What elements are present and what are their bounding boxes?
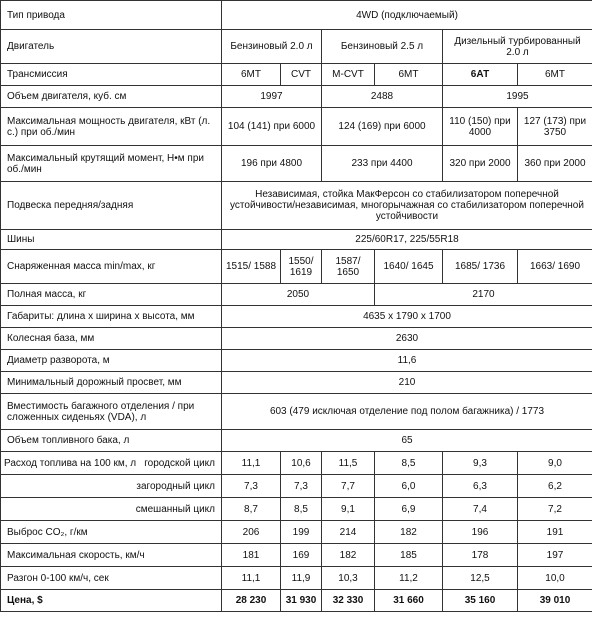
transmission-4: 6МТ <box>375 64 443 86</box>
gross-weight-2: 2170 <box>375 284 592 306</box>
co2-3: 214 <box>322 521 375 544</box>
label-accel: Разгон 0-100 км/ч, сек <box>1 567 222 590</box>
row-power <box>1 108 592 146</box>
co2-5: 196 <box>443 521 518 544</box>
fuel-mixed-5: 7,4 <box>443 498 518 521</box>
label-wheelbase: Колесная база, мм <box>1 328 222 350</box>
fuel-city-3: 11,5 <box>322 452 375 475</box>
fuel-city-1: 11,1 <box>222 452 281 475</box>
value-trunk: 603 (479 исключая отделение под полом багажника) / 1773 <box>222 394 592 430</box>
torque-1: 196 при 4800 <box>222 146 322 182</box>
max-speed-3: 182 <box>322 544 375 567</box>
label-fuel: Расход топлива на 100 км, л <box>4 457 137 469</box>
power-3: 110 (150) при 4000 <box>443 108 518 146</box>
label-tires: Шины <box>1 230 222 250</box>
label-suspension: Подвеска передняя/задняя <box>1 182 222 230</box>
transmission-2: CVT <box>281 64 322 86</box>
max-speed-4: 185 <box>375 544 443 567</box>
label-gross-weight: Полная масса, кг <box>1 284 222 306</box>
price-1: 28 230 <box>222 590 281 612</box>
transmission-6: 6МТ <box>518 64 592 86</box>
curb-weight-6: 1663/ 1690 <box>518 250 592 284</box>
value-clearance: 210 <box>222 372 592 394</box>
row-max-speed <box>1 544 592 567</box>
value-dimensions: 4635 x 1790 x 1700 <box>222 306 592 328</box>
co2-4: 182 <box>375 521 443 544</box>
row-torque <box>1 146 592 182</box>
torque-3: 320 при 2000 <box>443 146 518 182</box>
label-dimensions: Габариты: длина x ширина x высота, мм <box>1 306 222 328</box>
label-max-speed: Максимальная скорость, км/ч <box>1 544 222 567</box>
transmission-5: 6АТ <box>443 64 518 86</box>
label-fuel-highway: загородный цикл <box>1 475 222 498</box>
engine-1: Бензиновый 2.0 л <box>222 30 322 64</box>
fuel-highway-4: 6,0 <box>375 475 443 498</box>
fuel-mixed-6: 7,2 <box>518 498 592 521</box>
row-price <box>1 590 592 612</box>
row-dimensions <box>1 306 592 328</box>
row-fuel-highway <box>1 475 592 498</box>
row-fuel-mixed <box>1 498 592 521</box>
power-4: 127 (173) при 3750 <box>518 108 592 146</box>
curb-weight-4: 1640/ 1645 <box>375 250 443 284</box>
price-3: 32 330 <box>322 590 375 612</box>
label-engine: Двигатель <box>1 30 222 64</box>
price-6: 39 010 <box>518 590 592 612</box>
row-turning <box>1 350 592 372</box>
price-4: 31 660 <box>375 590 443 612</box>
curb-weight-2: 1550/ 1619 <box>281 250 322 284</box>
accel-6: 10,0 <box>518 567 592 590</box>
co2-1: 206 <box>222 521 281 544</box>
label-displacement: Объем двигателя, куб. см <box>1 86 222 108</box>
max-speed-5: 178 <box>443 544 518 567</box>
row-trunk <box>1 394 592 430</box>
value-tires: 225/60R17, 225/55R18 <box>222 230 592 250</box>
row-wheelbase <box>1 328 592 350</box>
fuel-city-4: 8,5 <box>375 452 443 475</box>
torque-4: 360 при 2000 <box>518 146 592 182</box>
fuel-highway-2: 7,3 <box>281 475 322 498</box>
value-tank: 65 <box>222 430 592 452</box>
label-turning: Диаметр разворота, м <box>1 350 222 372</box>
row-drive <box>1 1 592 30</box>
label-clearance: Минимальный дорожный просвет, мм <box>1 372 222 394</box>
accel-2: 11,9 <box>281 567 322 590</box>
label-price: Цена, $ <box>1 590 222 612</box>
transmission-1: 6МТ <box>222 64 281 86</box>
row-transmission <box>1 64 592 86</box>
fuel-highway-5: 6,3 <box>443 475 518 498</box>
displacement-1: 1997 <box>222 86 322 108</box>
label-power: Максимальная мощность двигателя, кВт (л. с.) при об./мин <box>1 108 222 146</box>
max-speed-2: 169 <box>281 544 322 567</box>
engine-2: Бензиновый 2.5 л <box>322 30 443 64</box>
row-fuel-city <box>1 452 592 475</box>
row-tank <box>1 430 592 452</box>
accel-3: 10,3 <box>322 567 375 590</box>
accel-1: 11,1 <box>222 567 281 590</box>
transmission-3: M-CVT <box>322 64 375 86</box>
curb-weight-1: 1515/ 1588 <box>222 250 281 284</box>
row-curb-weight <box>1 250 592 284</box>
row-engine <box>1 30 592 64</box>
label-curb-weight: Снаряженная масса min/max, кг <box>1 250 222 284</box>
label-tank: Объем топливного бака, л <box>1 430 222 452</box>
value-turning: 11,6 <box>222 350 592 372</box>
accel-5: 12,5 <box>443 567 518 590</box>
row-accel <box>1 567 592 590</box>
price-2: 31 930 <box>281 590 322 612</box>
max-speed-6: 197 <box>518 544 592 567</box>
fuel-city-6: 9,0 <box>518 452 592 475</box>
label-torque: Максимальный крутящий момент, Н•м при об./мин <box>1 146 222 182</box>
fuel-city-5: 9,3 <box>443 452 518 475</box>
price-5: 35 160 <box>443 590 518 612</box>
label-transmission: Трансмиссия <box>1 64 222 86</box>
fuel-highway-3: 7,7 <box>322 475 375 498</box>
row-gross-weight <box>1 284 592 306</box>
label-fuel-city <box>1 452 222 475</box>
row-tires <box>1 230 592 250</box>
max-speed-1: 181 <box>222 544 281 567</box>
gross-weight-1: 2050 <box>222 284 375 306</box>
fuel-city-2: 10,6 <box>281 452 322 475</box>
displacement-3: 1995 <box>443 86 592 108</box>
value-suspension: Независимая, стойка МакФерсон со стабилизатором поперечной устойчивости/независимая, многорычажная со стабилизатором поперечной устойчивости <box>222 182 592 230</box>
displacement-2: 2488 <box>322 86 443 108</box>
fuel-mixed-2: 8,5 <box>281 498 322 521</box>
row-clearance <box>1 372 592 394</box>
curb-weight-3: 1587/ 1650 <box>322 250 375 284</box>
power-1: 104 (141) при 6000 <box>222 108 322 146</box>
fuel-mixed-3: 9,1 <box>322 498 375 521</box>
fuel-highway-1: 7,3 <box>222 475 281 498</box>
label-fuel-mixed: смешанный цикл <box>1 498 222 521</box>
curb-weight-5: 1685/ 1736 <box>443 250 518 284</box>
co2-2: 199 <box>281 521 322 544</box>
label-drive: Тип привода <box>1 1 222 30</box>
fuel-mixed-4: 6,9 <box>375 498 443 521</box>
row-suspension <box>1 182 592 230</box>
label-fuel-city-cycle: городской цикл <box>144 457 215 469</box>
value-drive: 4WD (подключаемый) <box>222 1 592 30</box>
fuel-highway-6: 6,2 <box>518 475 592 498</box>
row-displacement <box>1 86 592 108</box>
torque-2: 233 при 4400 <box>322 146 443 182</box>
accel-4: 11,2 <box>375 567 443 590</box>
label-trunk: Вместимость багажного отделения / при сложенных сиденьях (VDA), л <box>1 394 222 430</box>
engine-3: Дизельный турбированный 2.0 л <box>443 30 592 64</box>
value-wheelbase: 2630 <box>222 328 592 350</box>
row-co2 <box>1 521 592 544</box>
power-2: 124 (169) при 6000 <box>322 108 443 146</box>
label-co2: Выброс CO₂, г/км <box>1 521 222 544</box>
co2-6: 191 <box>518 521 592 544</box>
fuel-mixed-1: 8,7 <box>222 498 281 521</box>
